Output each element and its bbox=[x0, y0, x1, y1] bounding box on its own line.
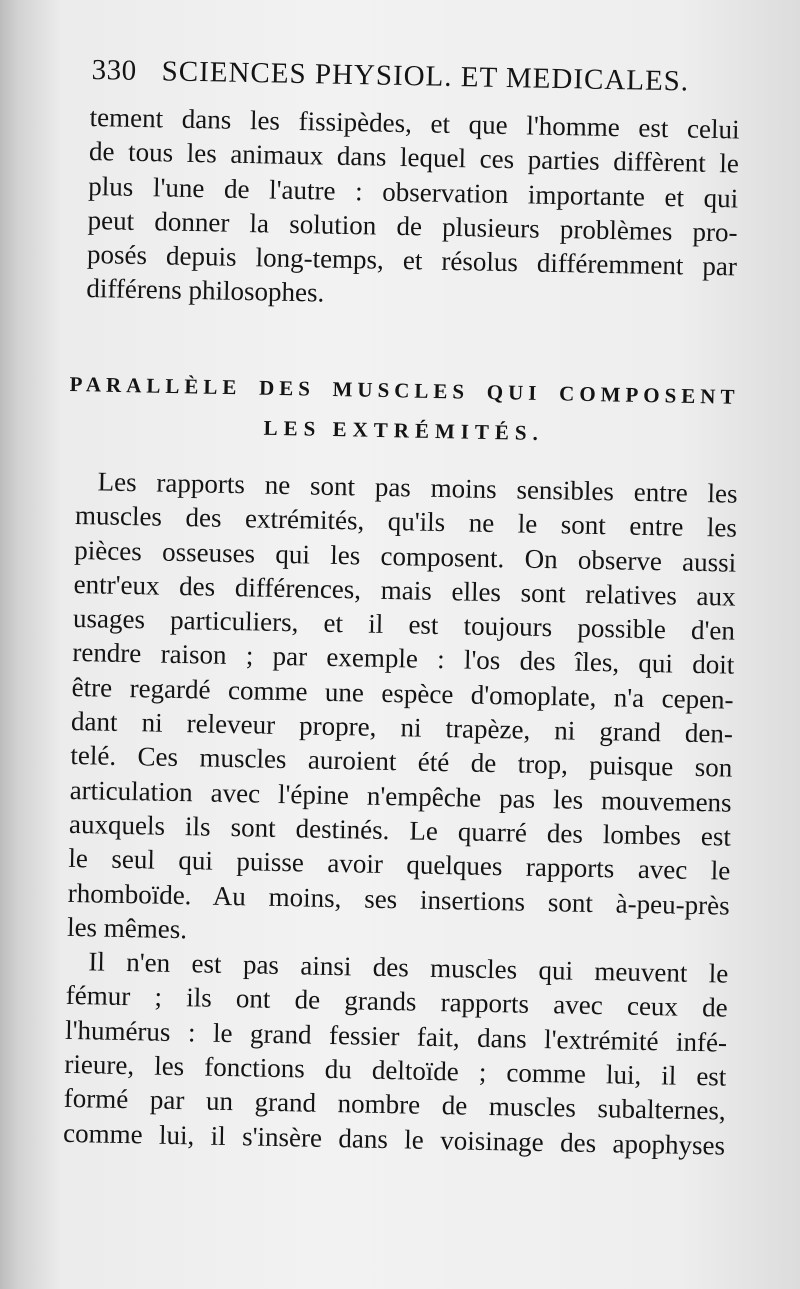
text-line: Il n'en est pas ainsi des muscles qui meuvent le bbox=[88, 946, 729, 989]
text-line: telé. Ces muscles auroient été de trop, puisque son bbox=[70, 740, 733, 784]
text-line: rendre raison ; par exemple : l'os des îles, qui doit bbox=[72, 637, 735, 681]
text-line: plus l'une de l'autre : observation importante et qui bbox=[88, 170, 739, 214]
text-line: fémur ; ils ont de grands rapports avec ceux de bbox=[65, 980, 728, 1024]
paragraph-1 bbox=[67, 464, 738, 957]
page-number: 330 bbox=[91, 54, 137, 87]
running-head: SCIENCES PHYSIOL. ET MEDICALES. bbox=[161, 55, 690, 98]
text-line: muscles des extrémités, qu'ils ne le sont entre les bbox=[74, 500, 738, 543]
text-line: le seul qui puisse avoir quelques rapports avec le bbox=[68, 843, 731, 886]
continuation-paragraph bbox=[86, 100, 740, 318]
section-heading-line2: LES EXTRÉMITÉS. bbox=[263, 415, 545, 446]
text-line: être regardé comme une espèce d'omoplate, n'a cepen- bbox=[71, 671, 734, 715]
text-line: entr'eux des différences, mais elles sont relatives aux bbox=[73, 568, 736, 612]
paragraph-2 bbox=[63, 944, 729, 1162]
text-line: l'humérus : le grand fessier fait, dans l'extrémité infé- bbox=[64, 1014, 728, 1058]
text-line: de tous les animaux dans lequel ces parties diffèrent le bbox=[88, 136, 740, 179]
text-line: les mêmes. bbox=[66, 911, 188, 945]
text-line: Les rapports ne sont pas moins sensibles entre les bbox=[97, 466, 738, 509]
text-line: comme lui, il s'insère dans le voisinage des apophyses bbox=[62, 1117, 726, 1161]
section-heading-line1: PARALLÈLE DES MUSCLES QUI COMPOSENT bbox=[69, 371, 740, 409]
text-line: rhomboïde. Au moins, ses insertions sont à-peu-près bbox=[67, 877, 730, 921]
text-line: posés depuis long-temps, et résolus différemment par bbox=[86, 239, 738, 282]
text-line: formé par un grand nombre de muscles subalternes, bbox=[63, 1083, 726, 1126]
text-line: peut donner la solution de plusieurs problèmes pro- bbox=[87, 204, 738, 248]
section-body bbox=[63, 464, 738, 1163]
text-line: dant ni releveur propre, ni trapèze, ni grand den- bbox=[70, 706, 734, 749]
section-heading bbox=[68, 364, 739, 457]
text-line: différens philosophes. bbox=[86, 273, 325, 309]
text-line: articulation avec l'épine n'empêche pas les mouvemens bbox=[69, 774, 732, 818]
text-line: tement dans les fissipèdes, et que l'homme est celui bbox=[89, 101, 740, 145]
page-header bbox=[91, 54, 712, 106]
text-line: usages particuliers, et il est toujours possible d'en bbox=[72, 603, 736, 646]
text-line: rieure, les fonctions du deltoïde ; comme lui, il est bbox=[64, 1048, 727, 1092]
page-gutter-shadow bbox=[0, 0, 60, 1289]
text-line: pièces osseuses qui les composent. On observe aussi bbox=[74, 534, 737, 578]
text-line: auxquels ils sont destinés. Le quarré des lombes est bbox=[68, 808, 732, 852]
